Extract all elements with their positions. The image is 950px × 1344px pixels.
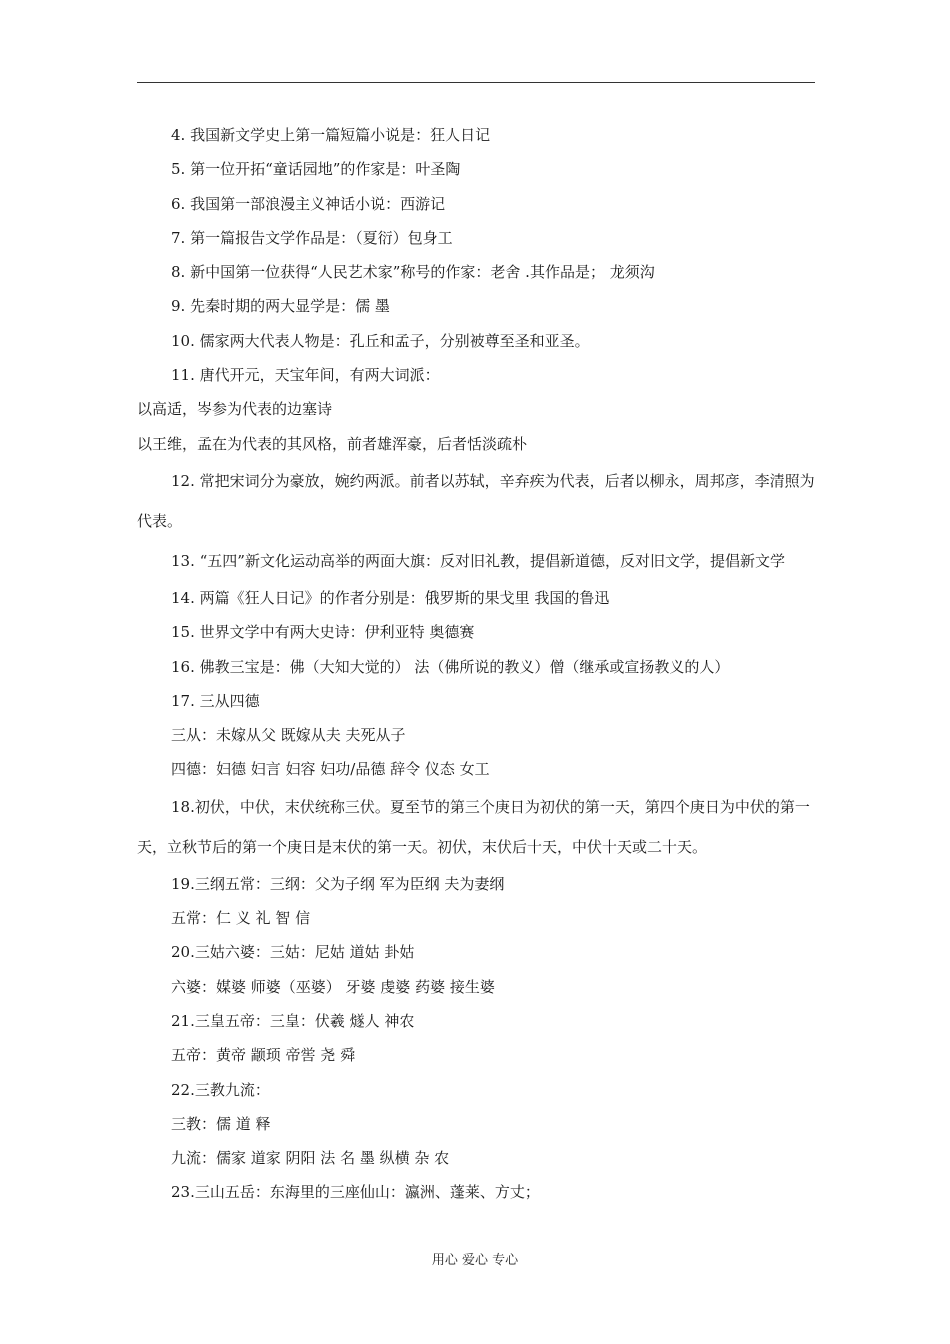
text-line: 18.初伏，中伏，末伏统称三伏。夏至节的第三个庚日为初伏的第一天，第四个庚日为中伏的第一天，立秋节后的第一个庚日是末伏的第一天。初伏，末伏后十天，中伏十天或二十天。 — [137, 797, 810, 856]
text-line: 三从：未嫁从父 既嫁从夫 夫死从子 — [171, 726, 406, 745]
text-line: 4. 我国新文学史上第一篇短篇小说是：狂人日记 — [171, 126, 491, 144]
text-line: 8. 新中国第一位获得“人民艺术家”称号的作家：老舍 .其作品是； 龙须沟 — [171, 263, 655, 282]
text-line: 5. 第一位开拓“童话园地”的作家是：叶圣陶 — [171, 160, 461, 179]
text-line: 17. 三从四德 — [171, 691, 260, 710]
text-line: 14. 两篇《狂人日记》的作者分别是：俄罗斯的果戈里 我国的鲁迅 — [171, 588, 610, 607]
text-line: 五常：仁 义 礼 智 信 — [171, 909, 311, 928]
text-line: 四德：妇德 妇言 妇容 妇功/品德 辞令 仪态 女工 — [171, 760, 490, 779]
header-rule — [137, 82, 815, 83]
text-line: 九流：儒家 道家 阴阳 法 名 墨 纵横 杂 农 — [171, 1149, 450, 1168]
text-line: 11. 唐代开元，天宝年间，有两大词派： — [171, 366, 440, 385]
text-line: 10. 儒家两大代表人物是：孔丘和孟子，分别被尊至圣和亚圣。 — [171, 331, 590, 350]
text-line: 20.三姑六婆：三姑：尼姑 道姑 卦姑 — [171, 943, 415, 962]
text-line: 六婆：媒婆 师婆（巫婆） 牙婆 虔婆 药婆 接生婆 — [171, 977, 495, 996]
text-line: 16. 佛教三宝是：佛（大知大觉的） 法（佛所说的教义）僧（继承或宣扬教义的人） — [171, 657, 730, 676]
text-line: 15. 世界文学中有两大史诗：伊利亚特 奥德赛 — [171, 623, 475, 642]
text-line: 6. 我国第一部浪漫主义神话小说：西游记 — [171, 194, 446, 213]
text-line: 19.三纲五常：三纲：父为子纲 军为臣纲 夫为妻纲 — [171, 874, 505, 893]
text-line: 9. 先秦时期的两大显学是：儒 墨 — [171, 297, 390, 316]
page-footer: 用心 爱心 专心 — [431, 1253, 519, 1268]
text-line: 以王维，孟在为代表的其风格，前者雄浑豪，后者恬淡疏朴 — [137, 434, 528, 453]
document-body — [137, 118, 815, 1210]
text-line: 7. 第一篇报告文学作品是：（夏衍）包身工 — [171, 228, 453, 247]
text-line: 22.三教九流： — [171, 1080, 270, 1099]
text-line: 三教：儒 道 释 — [171, 1114, 271, 1133]
text-line: 五帝：黄帝 颛顼 帝喾 尧 舜 — [171, 1046, 356, 1065]
text-line: 以高适，岑参为代表的边塞诗 — [137, 400, 333, 419]
text-line: 13. “五四”新文化运动高举的两面大旗：反对旧礼教，提倡新道德，反对旧文学，提倡新文学 — [171, 551, 785, 570]
text-line: 21.三皇五帝：三皇：伏羲 燧人 神农 — [171, 1011, 415, 1030]
text-line: 23.三山五岳：东海里的三座仙山：瀛洲、蓬莱、方丈； — [171, 1183, 540, 1202]
text-line: 12. 常把宋词分为豪放，婉约两派。前者以苏轼，辛弃疾为代表，后者以柳永，周邦彦，李清照为代表。 — [137, 471, 815, 530]
